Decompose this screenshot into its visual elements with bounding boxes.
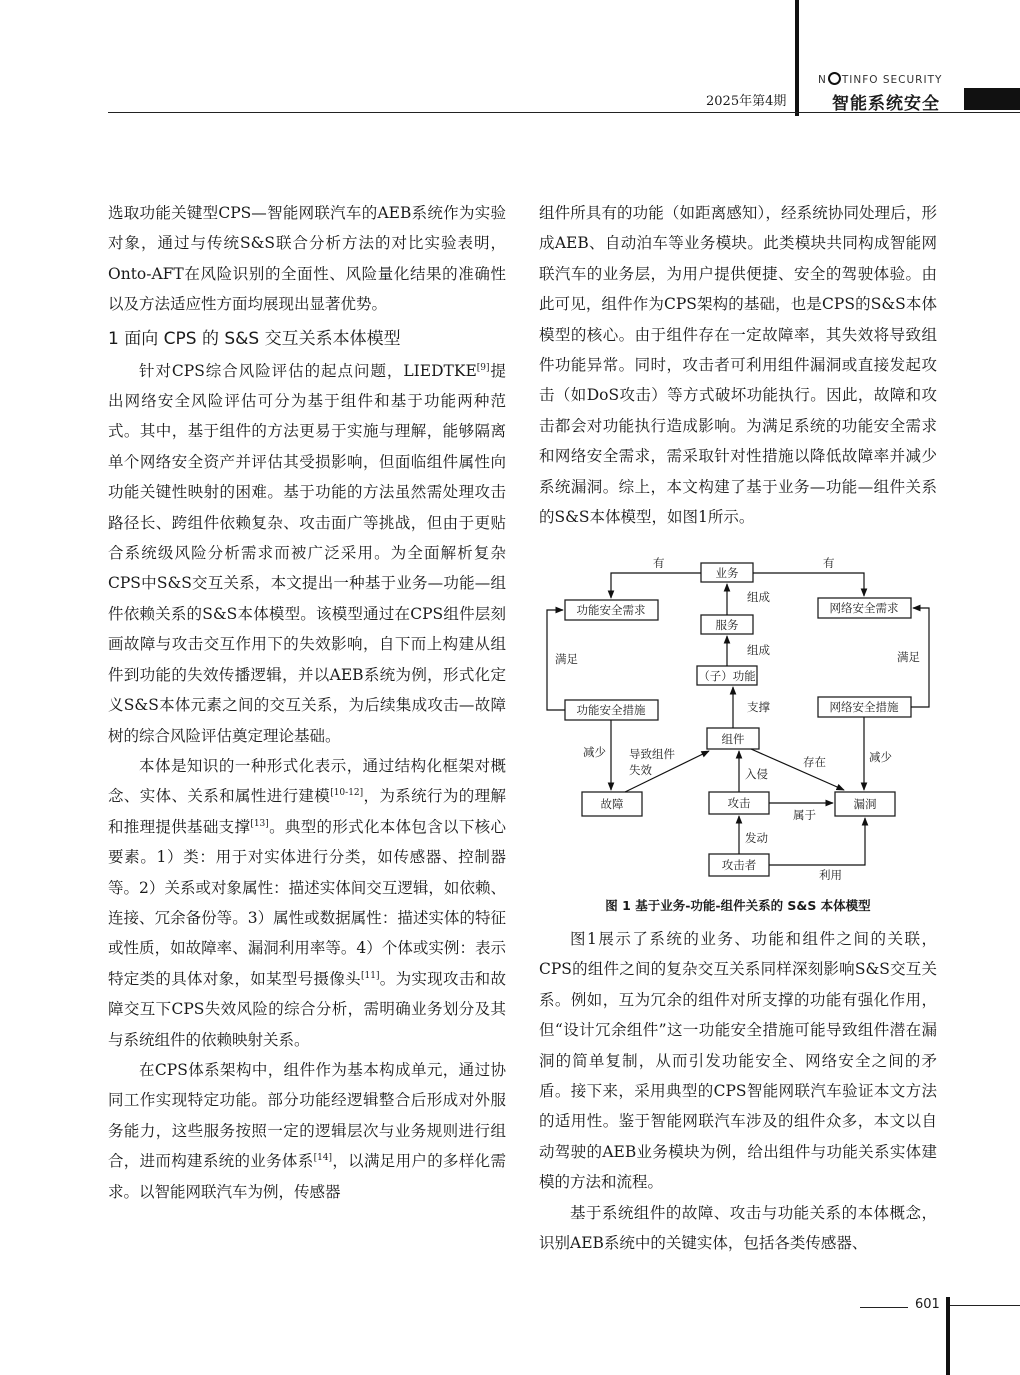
edge-label-has: 有 — [653, 556, 665, 570]
footer-rule — [860, 1307, 908, 1308]
journal-brand-logo: N TINFO SECURITY — [818, 74, 943, 86]
issue-label: 2025年第4期 — [706, 94, 787, 109]
edge-label-support: 支撑 — [747, 700, 770, 714]
label-safety-requirement: 功能安全需求 — [576, 603, 646, 617]
citation: [9] — [476, 362, 490, 373]
page-number: 601 — [915, 1297, 940, 1312]
label-attack: 攻击 — [727, 796, 751, 810]
label-component: 组件 — [721, 732, 745, 746]
edge-label-satisfy: 满足 — [555, 652, 578, 666]
label-function: （子）功能 — [698, 669, 756, 683]
diagram-svg — [539, 553, 937, 883]
label-vulnerability: 漏洞 — [853, 797, 877, 811]
label-service: 服务 — [715, 618, 739, 632]
citation: [10-12] — [330, 788, 364, 799]
left-column — [108, 198, 506, 1207]
paragraph: 本体是知识的一种形式化表示，通过结构化框架对概念、实体、关系和属性进行建模[10-12]，为系统行为的理解和推理提供基础支撑[13]。典型的形式化本体包含以下核心要素。1）类：用于对实体进行分类，如传感器、控制器等。2）关系或对象属性：描述实体间交互逻辑，如依赖、连接、冗余备份等。3）属性或数据属性：描述实体的特征或性质，如故障率、漏洞利用率等。4）个体或实例：表示特定类的具体对象，如某型号摄像头[11]。为实现攻击和故障交互下CPS失效风险的综合分析，需明确业务划分及其与系统组件的依赖映射关系。 — [108, 756, 506, 1049]
section-title: 智能系统安全 — [832, 94, 940, 114]
edge-label-satisfy: 满足 — [897, 650, 920, 664]
edge-label-compose: 组成 — [747, 643, 770, 657]
edge-label-reduce: 减少 — [583, 745, 606, 759]
label-security-requirement: 网络安全需求 — [829, 601, 899, 615]
label-fault: 故障 — [600, 797, 624, 811]
label-attacker: 攻击者 — [721, 858, 757, 872]
citation: [13] — [250, 818, 269, 829]
edge-label-cause-fail: 失效 — [629, 763, 652, 777]
brand-e-glyph-icon — [828, 72, 841, 85]
citation: [14] — [313, 1153, 333, 1164]
label-security-measure: 网络安全措施 — [829, 700, 899, 714]
citation: [11] — [361, 970, 380, 981]
edge-label-has: 有 — [823, 556, 835, 570]
section-heading: 1 面向 CPS 的 S&S 交互关系本体模型 — [108, 328, 401, 349]
edge-label-intrude: 入侵 — [745, 767, 768, 781]
edge-label-reduce: 减少 — [869, 750, 892, 764]
figure-caption: 图 1 基于业务-功能-组件关系的 S&S 本体模型 — [605, 898, 871, 913]
footer-vertical-bar — [946, 1297, 950, 1375]
edge-label-launch: 发动 — [745, 831, 768, 845]
paragraph: 选取功能关键型CPS—智能网联汽车的AEB系统作为实验对象，通过与传统S&S联合分析方法的对比实验表明，Onto-AFT在风险识别的全面性、风险量化结果的准确性以及方法适应性方面均展现出显著优势。 — [108, 204, 506, 314]
header-rule — [108, 112, 798, 113]
edge-label-belong: 属于 — [793, 808, 816, 822]
paragraph: 针对CPS综合风险评估的起点问题，LIEDTKE[9]提出网络安全风险评估可分为基于组件和基于功能两种范式。其中，基于组件的方法更易于实施与理解，能够隔离单个网络安全资产并评估其受损影响，但面临组件属性向功能关键性映射的困难。基于功能的方法虽然需处理攻击路径长、跨组件依赖复杂、攻击面广等挑战，但由于更贴合系统级风险分析需求而被广泛采用。为全面解析复杂CPS中S&S交互关系，本文提出一种基于业务—功能—组件依赖关系的S&S本体模型。该模型通过在CPS组件层刻画故障与攻击交互作用下的失效影响，自下而上构建从组件到功能的失效传播逻辑，并以AEB系统为例，形式化定义S&S本体元素之间的交互关系，为后续集成攻击—故障树的综合风险评估奠定理论基础。 — [108, 361, 506, 745]
paragraph: 基于系统组件的故障、攻击与功能关系的本体概念，识别AEB系统中的关键实体，包括各类传感器、 — [539, 1203, 937, 1253]
label-business: 业务 — [715, 566, 739, 580]
edge-label-exploit: 利用 — [819, 868, 842, 882]
right-column-top — [539, 198, 937, 532]
paragraph: 在CPS体系架构中，组件作为基本构成单元，通过协同工作实现特定功能。部分功能经逻辑整合后形成对外服务能力，这些服务按照一定的逻辑层次与业务规则进行组合，进而构建系统的业务体系[14]，以满足用户的多样化需求。以智能网联汽车为例，传感器 — [108, 1060, 506, 1201]
edge-label-cause-fail: 导致组件 — [629, 747, 675, 761]
paragraph: 图1展示了系统的业务、功能和组件之间的关联，CPS的组件之间的复杂交互关系同样深刻影响S&S交互关系。例如，互为冗余的组件对所支撑的功能有强化作用，但“设计冗余组件”这一功能安全措施可能导致组件潜在漏洞的简单复制，从而引发功能安全、网络安全之间的矛盾。接下来，采用典型的CPS智能网联汽车验证本文方法的适用性。鉴于智能网联汽车涉及的组件众多，本文以自动驾驶的AEB业务模块为例，给出组件与功能关系实体建模的方法和流程。 — [539, 930, 937, 1192]
paragraph: 组件所具有的功能（如距离感知），经系统协同处理后，形成AEB、自动泊车等业务模块。此类模块共同构成智能网联汽车的业务层，为用户提供便捷、安全的驾驶体验。由此可见，组件作为CPS架构的基础，也是CPS的S&S本体模型的核心。由于组件存在一定故障率，其失效将导致组件功能异常。同时，攻击者可利用组件漏洞或直接发起攻击（如DoS攻击）等方式破坏功能执行。因此，故障和攻击都会对功能执行造成影响。为满足系统的功能安全需求和网络安全需求，需采取针对性措施以降低故障率并减少系统漏洞。综上，本文构建了基于业务—功能—组件关系的S&S本体模型，如图1所示。 — [539, 204, 937, 527]
edge-label-compose: 组成 — [747, 590, 770, 604]
footer-rule-right — [950, 1305, 1020, 1306]
right-column-bottom — [539, 924, 937, 1258]
header-black-block — [964, 88, 1020, 110]
ontology-diagram — [539, 553, 937, 883]
header-vertical-bar — [795, 0, 799, 116]
edge-label-exist: 存在 — [803, 755, 826, 769]
label-safety-measure: 功能安全措施 — [576, 703, 646, 717]
